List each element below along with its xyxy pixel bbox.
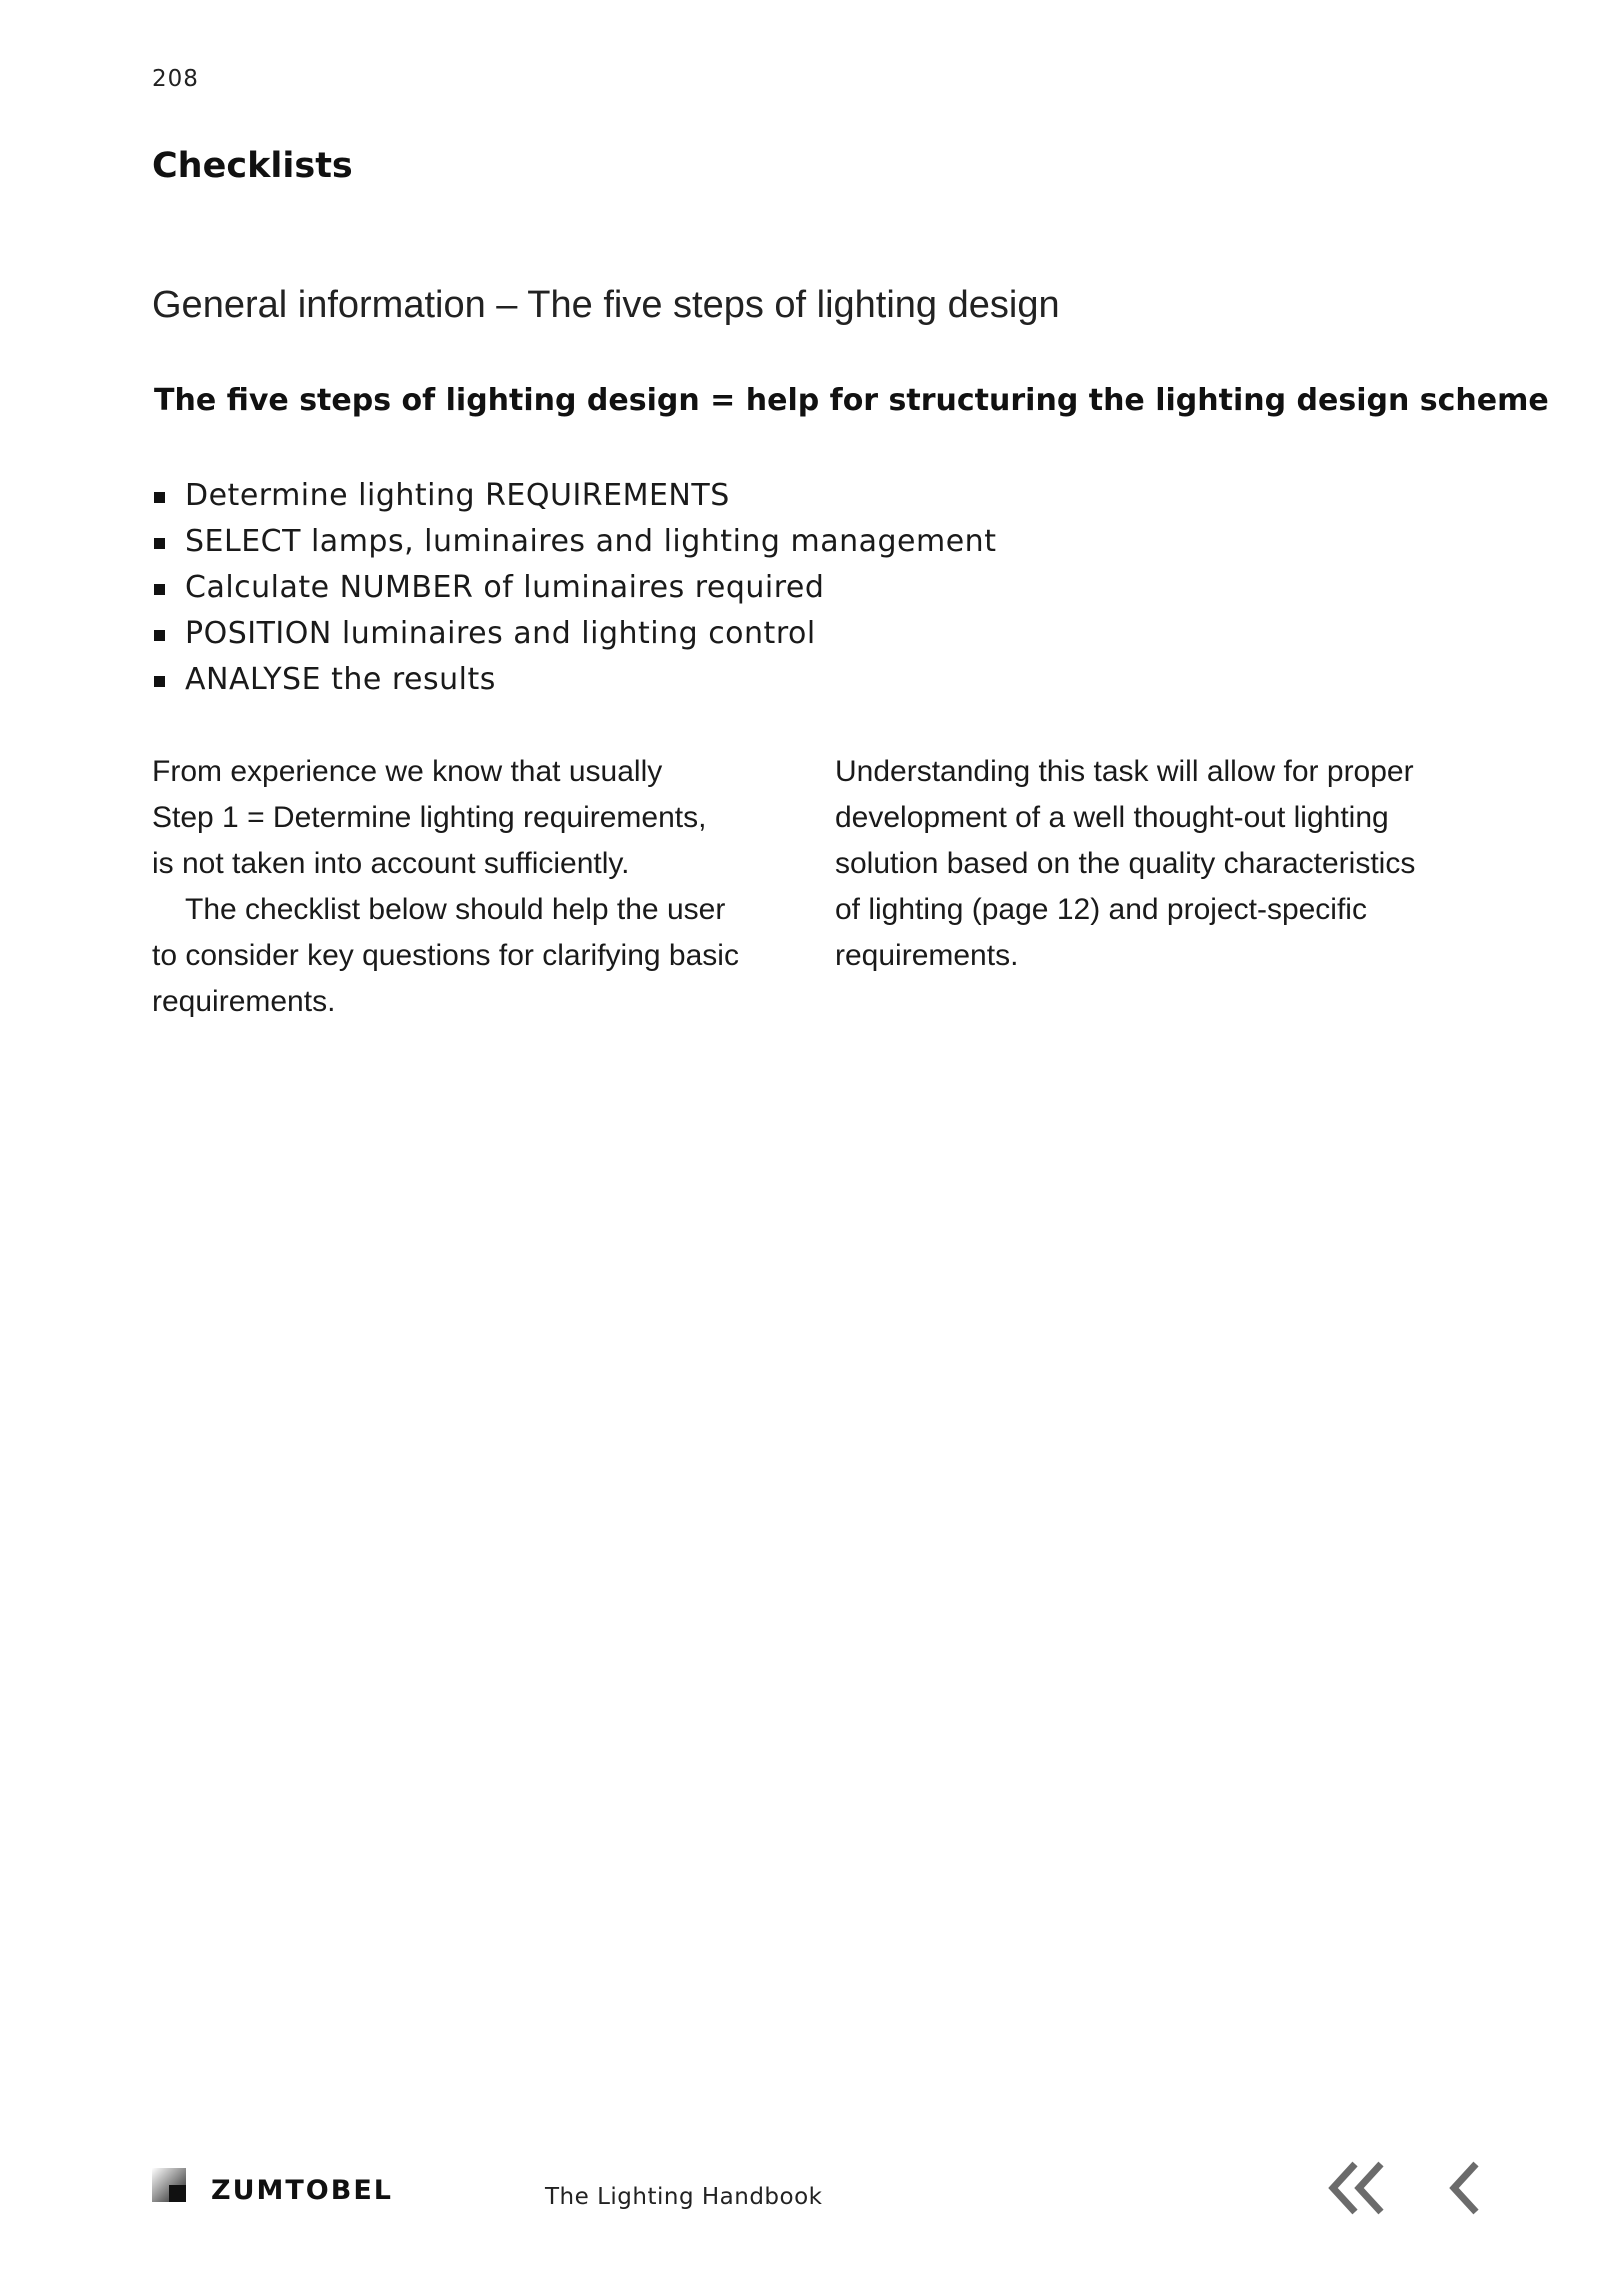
- body-line: Step 1 = Determine lighting requirements,: [152, 801, 707, 834]
- body-line: is not taken into account sufficiently.: [152, 847, 630, 880]
- chevron-left-icon: [1448, 2160, 1482, 2216]
- square-bullet-icon: [154, 630, 165, 641]
- zumtobel-logo-icon: [152, 2168, 186, 2202]
- step-text: Determine lighting REQUIREMENTS: [185, 478, 730, 513]
- steps-list: [152, 473, 996, 703]
- body-line: requirements.: [152, 985, 336, 1018]
- list-item: [152, 473, 996, 519]
- step-text: POSITION luminaires and lighting control: [185, 616, 816, 651]
- square-bullet-icon: [154, 584, 165, 595]
- brand-logo: [152, 2168, 393, 2206]
- square-bullet-icon: [154, 538, 165, 549]
- brand-name: ZUMTOBEL: [211, 2175, 393, 2206]
- list-item: [152, 611, 996, 657]
- square-bullet-icon: [154, 492, 165, 503]
- square-bullet-icon: [154, 676, 165, 687]
- body-line: to consider key questions for clarifying basic: [152, 939, 739, 972]
- body-line: requirements.: [835, 939, 1019, 972]
- step-text: SELECT lamps, luminaires and lighting management: [185, 524, 997, 559]
- section-title: Checklists: [152, 146, 353, 186]
- list-item: [152, 565, 996, 611]
- body-line: development of a well thought-out lighting: [835, 801, 1389, 834]
- body-column-left: [152, 749, 792, 1025]
- body-line: The checklist below should help the user: [185, 893, 726, 926]
- double-chevron-left-icon: [1325, 2160, 1387, 2216]
- list-item: [152, 657, 996, 703]
- page-number: 208: [152, 66, 199, 92]
- list-item: [152, 519, 996, 565]
- body-line: of lighting (page 12) and project-specific: [835, 893, 1367, 926]
- body-line: From experience we know that usually: [152, 755, 663, 788]
- lead-heading: The five steps of lighting design = help for structuring the lighting design scheme: [154, 383, 1549, 418]
- first-page-button[interactable]: [1325, 2160, 1387, 2216]
- step-text: ANALYSE the results: [185, 662, 496, 697]
- book-title: The Lighting Handbook: [545, 2184, 823, 2210]
- body-line: Understanding this task will allow for proper: [835, 755, 1414, 788]
- page-subtitle: General information – The five steps of lighting design: [152, 284, 1060, 326]
- body-column-right: [835, 749, 1475, 979]
- previous-page-button[interactable]: [1448, 2160, 1482, 2216]
- body-line: solution based on the quality characteristics: [835, 847, 1416, 880]
- step-text: Calculate NUMBER of luminaires required: [185, 570, 825, 605]
